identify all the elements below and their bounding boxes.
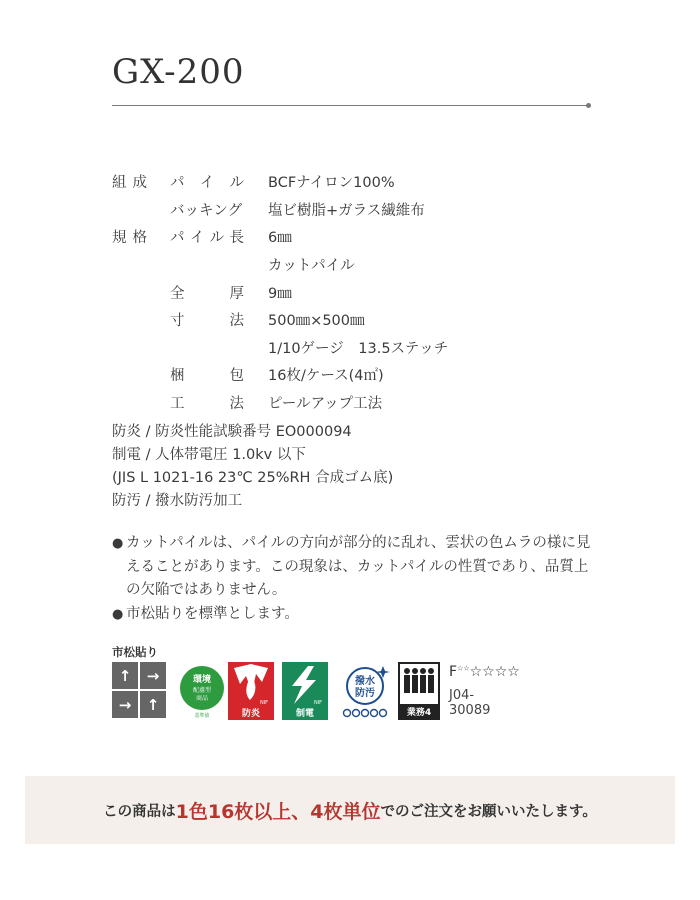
spec-row-pile-length bbox=[112, 223, 592, 251]
work-text: 業務4 bbox=[406, 708, 432, 718]
spec-value-pile: BCFナイロン100% bbox=[268, 175, 395, 192]
checkerboard-laying-icon bbox=[112, 662, 166, 718]
spec-label-char: 包 bbox=[229, 368, 244, 385]
spec-row-packing bbox=[112, 361, 592, 389]
spec-category-composition: 組成 bbox=[112, 175, 153, 192]
spec-label-method bbox=[170, 392, 268, 413]
laying-pattern-label: 市松貼り bbox=[112, 645, 158, 659]
eco-text-1: 環境 bbox=[192, 675, 212, 685]
note-line: (JIS L 1021-16 23℃ 25%RH 合成ゴム底) bbox=[112, 470, 394, 486]
spec-value-thickness: 9㎜ bbox=[268, 285, 292, 302]
spec-label-pile bbox=[170, 171, 268, 192]
bullet-icon: ● bbox=[112, 606, 124, 622]
eco-product-icon bbox=[176, 664, 228, 718]
fire-text: 防炎 bbox=[241, 709, 261, 719]
bullet-icon: ● bbox=[112, 536, 124, 551]
banner-highlight: 1色16枚以上、4枚単位 bbox=[175, 800, 381, 823]
spec-label-char: 厚 bbox=[229, 285, 244, 302]
spec-label-char: 法 bbox=[229, 313, 244, 330]
performance-notes bbox=[112, 421, 592, 513]
spec-label-char: ル bbox=[229, 175, 244, 192]
nif-mark: NIF bbox=[259, 700, 269, 706]
spec-value-pile-length: 6㎜ bbox=[268, 230, 292, 247]
eco-text-3: 商品 bbox=[195, 695, 209, 702]
spec-row-size bbox=[112, 306, 592, 334]
caution-list bbox=[112, 532, 602, 626]
product-title: GX-200 bbox=[112, 52, 245, 92]
spec-value-backing: 塩ビ樹脂+ガラス繊維布 bbox=[268, 202, 425, 219]
arrow-right-icon: → bbox=[112, 691, 138, 718]
spec-value-gauge: 1/10ゲージ 13.5ステッチ bbox=[268, 340, 449, 357]
spec-label-char: 工 bbox=[170, 396, 185, 413]
spec-row-pile bbox=[112, 168, 592, 196]
list-item bbox=[112, 532, 602, 603]
note-line: 防炎 / 防炎性能試験番号 EO000094 bbox=[112, 424, 352, 440]
title-divider bbox=[112, 105, 588, 106]
spec-label-char: パ bbox=[170, 175, 185, 192]
f-star-stars: ☆☆☆☆ bbox=[469, 664, 520, 680]
spec-label-char: イ bbox=[189, 230, 205, 247]
formaldehyde-rating bbox=[449, 664, 520, 680]
spec-row-pile-type bbox=[112, 251, 592, 279]
spec-value-packing: 16枚/ケース(4㎡) bbox=[268, 368, 384, 385]
bullet-text: カットパイルは、パイルの方向が部分的に乱れ、雲状の色ムラの様に見えることがあります。この現象は、カットパイルの性質であり、品質上の欠陥ではありません。 bbox=[126, 535, 591, 598]
commercial-use-icon bbox=[398, 662, 440, 720]
spec-label-pile-length bbox=[170, 226, 268, 247]
spec-label-size bbox=[170, 309, 268, 330]
stain-text-2: 防汚 bbox=[355, 688, 375, 699]
note-line: 制電 / 人体帯電圧 1.0kv 以下 bbox=[112, 447, 306, 463]
f-star-label: F bbox=[449, 664, 458, 680]
eco-text-2: 配慮型 bbox=[192, 687, 212, 694]
spec-label-thickness bbox=[170, 282, 268, 303]
order-notice-banner bbox=[25, 776, 675, 844]
spec-label-char: パ bbox=[170, 230, 185, 247]
stain-resistant-icon bbox=[337, 662, 395, 720]
spec-row-backing bbox=[112, 196, 592, 224]
eco-text-4: 基準値 bbox=[194, 713, 210, 718]
arrow-right-icon: → bbox=[140, 662, 166, 689]
spec-value-pile-type: カットパイル bbox=[268, 258, 355, 275]
bullet-text: 市松貼りを標準とします。 bbox=[126, 605, 299, 622]
stain-text-1: 撥水 bbox=[355, 676, 375, 687]
spec-label-packing bbox=[170, 364, 268, 385]
spec-value-size: 500㎜×500㎜ bbox=[268, 313, 365, 330]
note-line: 防汚 / 撥水防汚加工 bbox=[112, 493, 243, 509]
spec-row-thickness bbox=[112, 278, 592, 306]
spec-row-method bbox=[112, 389, 592, 417]
spec-label-char: イ bbox=[199, 175, 215, 192]
banner-text-pre: この商品は bbox=[103, 803, 176, 820]
arrow-up-icon: ↑ bbox=[112, 662, 138, 689]
certification-code: J04-30089 bbox=[449, 688, 491, 718]
spec-label-char: 長 bbox=[229, 230, 244, 247]
spec-value-method: ピールアップ工法 bbox=[268, 396, 383, 413]
spec-label-char: 法 bbox=[229, 396, 244, 413]
spec-category-standard: 規格 bbox=[112, 230, 153, 247]
spec-label-char: 寸 bbox=[170, 313, 185, 330]
spec-label-char: 全 bbox=[170, 285, 185, 302]
spec-label-backing: バッキング bbox=[170, 202, 243, 219]
antistatic-icon bbox=[282, 662, 328, 720]
title-divider-dot bbox=[586, 103, 591, 108]
fire-retardant-icon bbox=[228, 662, 274, 720]
static-text: 制電 bbox=[295, 709, 315, 719]
nif-mark: NIF bbox=[313, 700, 323, 706]
spec-label-char: ル bbox=[209, 230, 225, 247]
spec-label-char: 梱 bbox=[170, 368, 185, 385]
spec-table bbox=[112, 168, 592, 416]
list-item bbox=[112, 603, 602, 627]
banner-text-post: でのご注文をお願いいたします。 bbox=[380, 803, 597, 820]
spec-row-gauge bbox=[112, 334, 592, 362]
arrow-up-icon: ↑ bbox=[140, 691, 166, 718]
f-star-superscript: ☆☆ bbox=[457, 664, 470, 673]
